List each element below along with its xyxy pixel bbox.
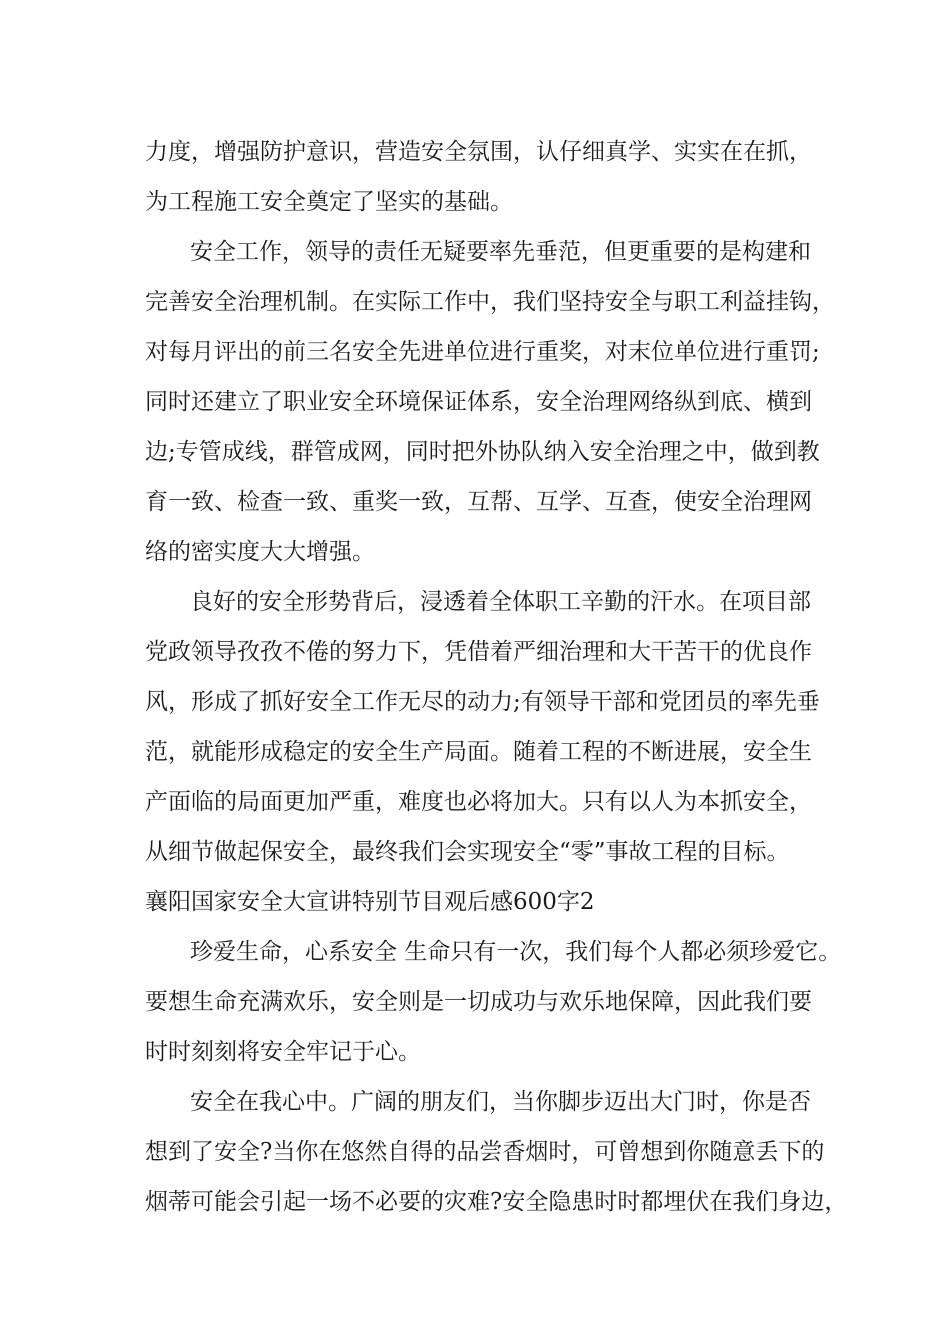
- text-line: 对每月评出的前三名安全先进单位进行重奖，对末位单位进行重罚;: [145, 339, 820, 365]
- section-heading: 襄阳国家安全大宣讲特别节目观后感600字2: [145, 889, 595, 915]
- paragraph-first-line: 安全在我心中。广阔的朋友们，当你脚步迈出大门时，你是否: [190, 1089, 811, 1115]
- paragraph-first-line: 良好的安全形势背后，浸透着全体职工辛勤的汗水。在项目部: [190, 589, 811, 615]
- text-line: 风，形成了抓好安全工作无尽的动力;有领导干部和党团员的率先垂: [145, 689, 820, 715]
- text-line: 要想生命充满欢乐，安全则是一切成功与欢乐地保障，因此我们要: [145, 989, 812, 1015]
- text-line: 络的密实度大大增强。: [145, 539, 375, 565]
- paragraph-first-line: 安全工作，领导的责任无疑要率先垂范，但更重要的是构建和: [190, 239, 811, 265]
- text-line: 完善安全治理机制。在实际工作中，我们坚持安全与职工利益挂钩，: [145, 289, 835, 315]
- text-line: 同时还建立了职业安全环境保证体系，安全治理网络纵到底、横到: [145, 389, 812, 415]
- text-line: 时时刻刻将安全牢记于心。: [145, 1039, 421, 1065]
- text-line: 烟蒂可能会引起一场不必要的灾难?安全隐患时时都埋伏在我们身边，: [145, 1189, 848, 1215]
- paragraph-first-line: 珍爱生命，心系安全 生命只有一次，我们每个人都必须珍爱它。: [190, 939, 842, 965]
- text-line: 力度，增强防护意识，营造安全氛围，认仔细真学、实实在在抓，: [145, 139, 812, 165]
- text-line: 想到了安全?当你在悠然自得的品尝香烟时，可曾想到你随意丢下的: [145, 1139, 825, 1165]
- text-line: 育一致、检查一致、重奖一致，互帮、互学、互查，使安全治理网: [145, 489, 812, 515]
- text-line: 为工程施工安全奠定了坚实的基础。: [145, 189, 513, 215]
- text-line: 从细节做起保安全，最终我们会实现安全“零”事故工程的目标。: [145, 839, 790, 865]
- text-line: 边;专管成线，群管成网，同时把外协队纳入安全治理之中，做到教: [145, 439, 820, 465]
- text-line: 党政领导孜孜不倦的努力下，凭借着严细治理和大干苦干的优良作: [145, 639, 812, 665]
- text-line: 产面临的局面更加严重，难度也必将加大。只有以人为本抓安全，: [145, 789, 812, 815]
- text-line: 范，就能形成稳定的安全生产局面。随着工程的不断进展，安全生: [145, 739, 812, 765]
